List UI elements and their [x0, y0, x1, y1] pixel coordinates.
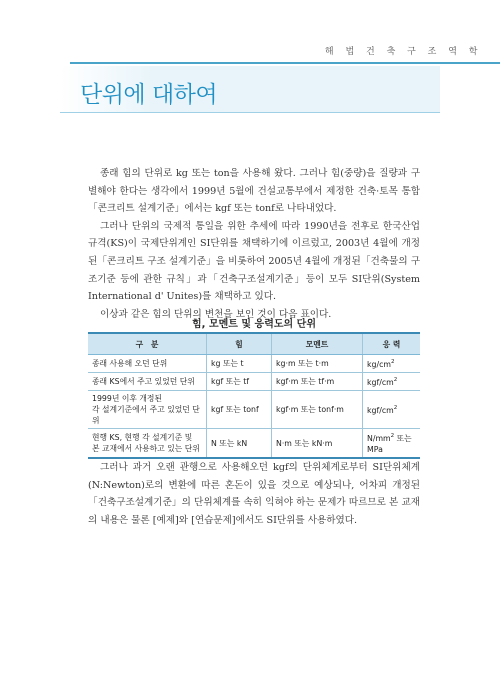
paragraph: 그러나 단위의 국제적 통일을 위한 추세에 따라 1990년을 전후로 한국산업규격(KS)이 국제단위계인 SI단위를 채택하기에 이르렀고, 2003년 4월에 개정된「콘크리트 구조 설계기준」을 비롯하여 2005년 4월에 개정된「건축물의 구조기준 등에 관한 규칙」과「건축구조설계기준」등이 모두 SI단위(System International d' Unites)를 채택하고 있다.: [88, 220, 420, 303]
stress-unit: kgf/cm: [367, 378, 394, 387]
stress-unit: kg/cm: [367, 360, 391, 369]
column-header: 응 력: [363, 333, 421, 355]
column-header: 모멘트: [272, 333, 363, 355]
header-rule: [70, 62, 500, 64]
force-unit-cell: kg 또는 t: [207, 355, 272, 373]
paragraph: 그러나 과거 오랜 관행으로 사용해오던 kgf의 단위체계로부터 SI단위체계(N:Newton)로의 변환에 따른 혼돈이 있을 것으로 예상되나, 어차피 개정된「건축구조설계기준」의 단위체계를 속히 익혀야 하는 문제가 따르므로 본 교재의 내용은 물론 [예제]와 [연습문제]에서도 SI단위를 사용하였다.: [88, 462, 420, 526]
units-table: [88, 332, 420, 459]
stress-exponent: 2: [393, 377, 398, 383]
column-header: 힘: [207, 333, 272, 355]
table-row: [88, 391, 420, 429]
stress-unit: N/mm: [367, 434, 391, 443]
column-header: 구 분: [88, 333, 207, 355]
category-cell: 1999년 이후 개정된 각 설계기준에서 주고 있었던 단위: [88, 391, 207, 429]
moment-unit-cell: kgf·m 또는 tonf·m: [272, 391, 363, 429]
stress-unit-cell: [363, 355, 421, 373]
section-title: 단위에 대하여: [80, 82, 218, 108]
stress-unit-cell: [363, 429, 421, 459]
paragraph: 종래 힘의 단위로 kg 또는 ton을 사용해 왔다. 그러나 힘(중량)을 질량과 구별해야 한다는 생각에서 1999년 5월에 건설교통부에서 제정한 건축·토목 통합「콘크리트 설계기준」에서는 kgf 또는 tonf로 나타내었다.: [88, 168, 420, 215]
running-header: 해 법 건 축 구 조 역 학: [324, 47, 482, 57]
table-row: [88, 355, 420, 373]
stress-unit-cell: [363, 373, 421, 391]
category-cell: 현행 KS, 현행 각 설계기준 및 본 교재에서 사용하고 있는 단위: [88, 429, 207, 459]
title-rule: [60, 112, 440, 113]
moment-unit-cell: N·m 또는 kN·m: [272, 429, 363, 459]
table-header-row: [88, 333, 420, 355]
category-cell: 종래 사용해 오던 단위: [88, 355, 207, 373]
table-row: [88, 429, 420, 459]
table-caption: 힘, 모멘트 및 응력도의 단위: [192, 319, 316, 330]
paragraph: 이상과 같은 힘의 단위의 변천을 보인 것이 다음 표이다.: [100, 308, 332, 320]
stress-exponent: 2: [393, 405, 398, 411]
stress-unit: kgf/cm: [367, 406, 394, 415]
stress-exponent: 2: [390, 433, 395, 439]
stress-unit-cell: [363, 391, 421, 429]
force-unit-cell: kgf 또는 tf: [207, 373, 272, 391]
force-unit-cell: N 또는 kN: [207, 429, 272, 459]
table-row: [88, 373, 420, 391]
stress-unit-alt: 또는 MPa: [367, 434, 412, 454]
closing-text: [88, 459, 420, 529]
intro-text: [88, 165, 420, 323]
category-cell: 종래 KS에서 주고 있었던 단위: [88, 373, 207, 391]
force-unit-cell: kgf 또는 tonf: [207, 391, 272, 429]
moment-unit-cell: kgf·m 또는 tf·m: [272, 373, 363, 391]
stress-exponent: 2: [390, 359, 395, 365]
moment-unit-cell: kg·m 또는 t·m: [272, 355, 363, 373]
